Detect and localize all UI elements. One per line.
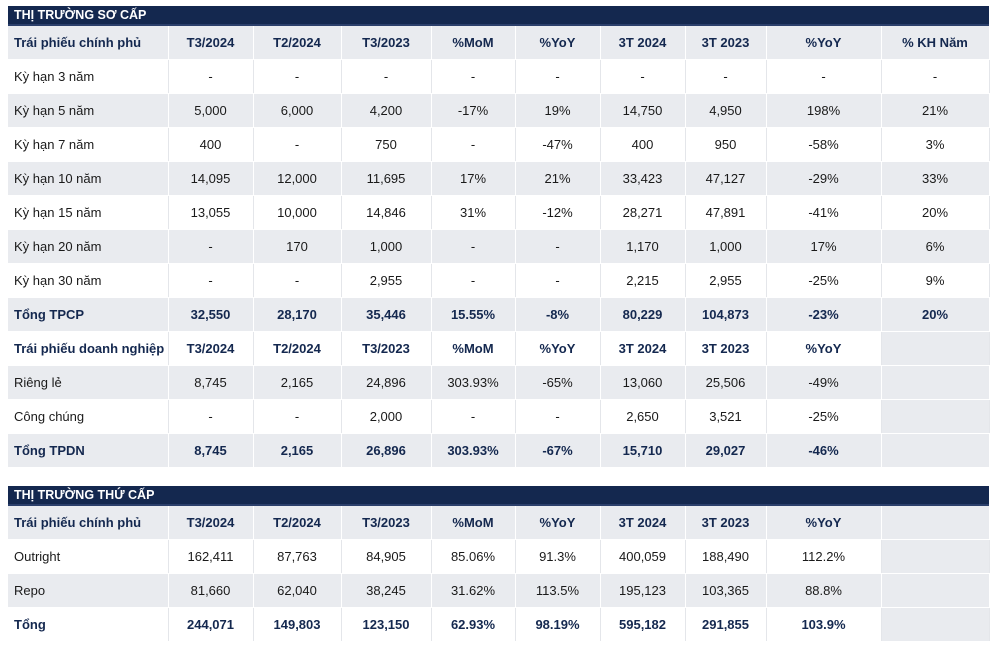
table-cell: - [600, 60, 685, 94]
empty-cell [881, 574, 989, 608]
table-cell: 4,950 [685, 94, 766, 128]
table-cell: 15.55% [431, 298, 515, 332]
table-cell: 21% [515, 162, 600, 196]
table-cell: T3/2023 [341, 26, 431, 60]
table-cell: 303.93% [431, 434, 515, 468]
table-row [8, 162, 989, 196]
empty-cell [881, 366, 989, 400]
table-row [8, 128, 989, 162]
table-cell: 4,200 [341, 94, 431, 128]
table-cell: -25% [766, 400, 881, 434]
table-cell: T3/2024 [168, 26, 253, 60]
table-cell: %MoM [431, 332, 515, 366]
table-cell: 21% [881, 94, 989, 128]
row-label: Kỳ hạn 15 năm [8, 196, 168, 230]
table-cell: %YoY [515, 506, 600, 540]
table-cell: 85.06% [431, 540, 515, 574]
table-cell: 14,095 [168, 162, 253, 196]
table-cell: 6,000 [253, 94, 341, 128]
row-label: Trái phiếu chính phủ [8, 26, 168, 60]
table-cell: - [341, 60, 431, 94]
row-label: Trái phiếu doanh nghiệp [8, 332, 168, 366]
table-cell: 123,150 [341, 608, 431, 642]
table-cell: 3T 2023 [685, 26, 766, 60]
table-row [8, 540, 989, 574]
table-cell: - [431, 400, 515, 434]
table-cell: -29% [766, 162, 881, 196]
table-cell: 88.8% [766, 574, 881, 608]
table-cell: - [168, 400, 253, 434]
table-row [8, 400, 989, 434]
table-row [8, 574, 989, 608]
table-cell: - [431, 60, 515, 94]
table-cell: -58% [766, 128, 881, 162]
table-cell: 13,055 [168, 196, 253, 230]
table-cell: 3T 2023 [685, 332, 766, 366]
empty-cell [881, 400, 989, 434]
table-cell: -8% [515, 298, 600, 332]
table-row [8, 366, 989, 400]
table-cell: -23% [766, 298, 881, 332]
table-cell: - [253, 60, 341, 94]
table-cell: 25,506 [685, 366, 766, 400]
table-cell: - [515, 400, 600, 434]
table-cell: 26,896 [341, 434, 431, 468]
table-cell: 595,182 [600, 608, 685, 642]
table-row [8, 196, 989, 230]
table-cell: 84,905 [341, 540, 431, 574]
table-cell: 33,423 [600, 162, 685, 196]
table-cell: - [515, 230, 600, 264]
row-label: Kỳ hạn 10 năm [8, 162, 168, 196]
table-cell: 400 [168, 128, 253, 162]
table-cell: -47% [515, 128, 600, 162]
table-cell: - [431, 128, 515, 162]
table-cell: T3/2024 [168, 332, 253, 366]
empty-cell [881, 434, 989, 468]
table-cell: T3/2024 [168, 506, 253, 540]
table-cell: 20% [881, 298, 989, 332]
table-cell: - [515, 60, 600, 94]
table-cell: T2/2024 [253, 26, 341, 60]
table-cell: 62,040 [253, 574, 341, 608]
table-row [8, 94, 989, 128]
row-label: Tổng [8, 608, 168, 642]
table-cell: 400 [600, 128, 685, 162]
empty-cell [881, 540, 989, 574]
bond-market-report [8, 6, 989, 642]
table-cell: 47,891 [685, 196, 766, 230]
table-cell: 17% [766, 230, 881, 264]
table-cell: 244,071 [168, 608, 253, 642]
table-cell: -41% [766, 196, 881, 230]
table-cell: - [253, 128, 341, 162]
empty-cell [881, 608, 989, 642]
table-cell: 15,710 [600, 434, 685, 468]
table-cell: 188,490 [685, 540, 766, 574]
table-cell: 12,000 [253, 162, 341, 196]
table-cell: T3/2023 [341, 506, 431, 540]
row-label: Trái phiếu chính phủ [8, 506, 168, 540]
table-cell: -67% [515, 434, 600, 468]
gov-bond-header-row [8, 26, 989, 60]
table-cell: -12% [515, 196, 600, 230]
table-cell: 28,170 [253, 298, 341, 332]
table-cell: 14,750 [600, 94, 685, 128]
table-cell: 162,411 [168, 540, 253, 574]
table-cell: 13,060 [600, 366, 685, 400]
table-cell: - [168, 230, 253, 264]
table-cell: 32,550 [168, 298, 253, 332]
table-cell: 6% [881, 230, 989, 264]
primary-market-title: THỊ TRƯỜNG SƠ CẤP [8, 6, 989, 26]
table-cell: 103,365 [685, 574, 766, 608]
table-cell: -25% [766, 264, 881, 298]
table-cell: 19% [515, 94, 600, 128]
table-cell: 2,955 [341, 264, 431, 298]
table-cell: 3T 2024 [600, 332, 685, 366]
table-cell: %MoM [431, 506, 515, 540]
table-cell: 38,245 [341, 574, 431, 608]
table-cell: %YoY [766, 332, 881, 366]
table-cell: 17% [431, 162, 515, 196]
table-cell: -49% [766, 366, 881, 400]
secondary-total-row [8, 608, 989, 642]
secondary-market-table [8, 506, 990, 642]
table-cell: 104,873 [685, 298, 766, 332]
table-cell: 80,229 [600, 298, 685, 332]
table-cell: 8,745 [168, 434, 253, 468]
table-cell: - [168, 264, 253, 298]
table-cell: 98.19% [515, 608, 600, 642]
empty-cell [881, 506, 989, 540]
table-cell: 400,059 [600, 540, 685, 574]
table-cell: 35,446 [341, 298, 431, 332]
table-cell: 3T 2024 [600, 506, 685, 540]
table-cell: - [253, 264, 341, 298]
table-row [8, 264, 989, 298]
secondary-header-row [8, 506, 989, 540]
row-label: Kỳ hạn 30 năm [8, 264, 168, 298]
table-cell: 1,170 [600, 230, 685, 264]
gov-bond-total-row [8, 298, 989, 332]
table-cell: -65% [515, 366, 600, 400]
table-cell: 33% [881, 162, 989, 196]
table-cell: - [515, 264, 600, 298]
table-row [8, 60, 989, 94]
table-cell: 303.93% [431, 366, 515, 400]
table-cell: - [431, 230, 515, 264]
table-row [8, 230, 989, 264]
table-cell: 2,215 [600, 264, 685, 298]
table-cell: - [685, 60, 766, 94]
table-cell: - [881, 60, 989, 94]
table-cell: - [766, 60, 881, 94]
table-cell: 112.2% [766, 540, 881, 574]
row-label: Tổng TPCP [8, 298, 168, 332]
table-cell: 62.93% [431, 608, 515, 642]
table-cell: 47,127 [685, 162, 766, 196]
table-cell: %YoY [766, 506, 881, 540]
corp-bond-header-row [8, 332, 989, 366]
table-cell: 3% [881, 128, 989, 162]
corp-bond-total-row [8, 434, 989, 468]
table-cell: 2,165 [253, 366, 341, 400]
table-cell: 2,955 [685, 264, 766, 298]
primary-market-table [8, 26, 990, 468]
table-cell: %MoM [431, 26, 515, 60]
table-cell: - [253, 400, 341, 434]
table-cell: 170 [253, 230, 341, 264]
table-cell: 10,000 [253, 196, 341, 230]
table-cell: 149,803 [253, 608, 341, 642]
row-label: Kỳ hạn 7 năm [8, 128, 168, 162]
empty-cell [881, 332, 989, 366]
table-cell: 3T 2023 [685, 506, 766, 540]
row-label: Tổng TPDN [8, 434, 168, 468]
table-cell: T3/2023 [341, 332, 431, 366]
row-label: Công chúng [8, 400, 168, 434]
row-label: Kỳ hạn 20 năm [8, 230, 168, 264]
primary-market-body [8, 26, 989, 468]
table-cell: 1,000 [341, 230, 431, 264]
table-cell: 2,650 [600, 400, 685, 434]
secondary-market-body [8, 506, 989, 642]
table-cell: 9% [881, 264, 989, 298]
table-cell: 29,027 [685, 434, 766, 468]
row-label: Repo [8, 574, 168, 608]
table-cell: 103.9% [766, 608, 881, 642]
table-cell: 3,521 [685, 400, 766, 434]
table-cell: T2/2024 [253, 506, 341, 540]
table-cell: -17% [431, 94, 515, 128]
table-cell: 81,660 [168, 574, 253, 608]
table-cell: - [431, 264, 515, 298]
table-cell: T2/2024 [253, 332, 341, 366]
row-label: Kỳ hạn 5 năm [8, 94, 168, 128]
table-cell: % KH Năm [881, 26, 989, 60]
table-cell: %YoY [766, 26, 881, 60]
table-cell: 3T 2024 [600, 26, 685, 60]
table-cell: 8,745 [168, 366, 253, 400]
table-cell: 87,763 [253, 540, 341, 574]
table-cell: 5,000 [168, 94, 253, 128]
table-cell: 91.3% [515, 540, 600, 574]
table-cell: 28,271 [600, 196, 685, 230]
table-cell: -46% [766, 434, 881, 468]
table-cell: 14,846 [341, 196, 431, 230]
table-cell: %YoY [515, 332, 600, 366]
table-cell: 195,123 [600, 574, 685, 608]
table-cell: 24,896 [341, 366, 431, 400]
table-cell: 2,000 [341, 400, 431, 434]
row-label: Riêng lẻ [8, 366, 168, 400]
table-cell: 31.62% [431, 574, 515, 608]
table-cell: 950 [685, 128, 766, 162]
row-label: Outright [8, 540, 168, 574]
table-cell: 291,855 [685, 608, 766, 642]
secondary-market-title: THỊ TRƯỜNG THỨ CẤP [8, 486, 989, 506]
table-cell: - [168, 60, 253, 94]
table-cell: 20% [881, 196, 989, 230]
table-cell: 2,165 [253, 434, 341, 468]
table-cell: %YoY [515, 26, 600, 60]
row-label: Kỳ hạn 3 năm [8, 60, 168, 94]
table-cell: 113.5% [515, 574, 600, 608]
table-cell: 11,695 [341, 162, 431, 196]
table-cell: 1,000 [685, 230, 766, 264]
table-cell: 750 [341, 128, 431, 162]
table-cell: 31% [431, 196, 515, 230]
table-cell: 198% [766, 94, 881, 128]
